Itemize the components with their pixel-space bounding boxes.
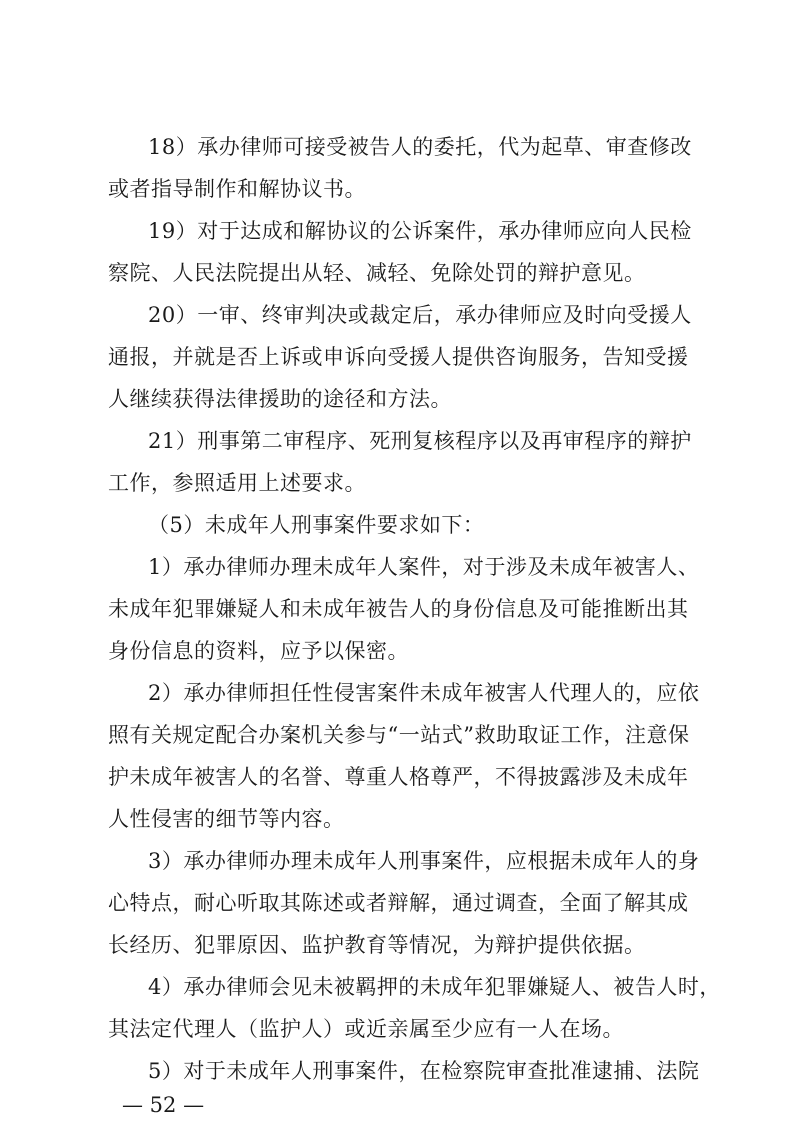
item-5-line-1: 5）对于未成年人刑事案件，在检察院审查批准逮捕、法院 <box>148 1059 700 1083</box>
paragraph-18-line-2: 或者指导制作和解协议书。 <box>108 177 366 201</box>
item-4-line-2: 其法定代理人（监护人）或近亲属至少应有一人在场。 <box>108 1017 624 1041</box>
item-2-line-3: 护未成年被害人的名誉、尊重人格尊严，不得披露涉及未成年 <box>108 765 689 789</box>
paragraph-18-line-1: 18）承办律师可接受被告人的委托，代为起草、审查修改 <box>148 135 692 159</box>
item-1-line-3: 身份信息的资料，应予以保密。 <box>108 639 409 663</box>
page-number: — 52 — <box>122 1093 205 1117</box>
paragraph-20-line-1: 20）一审、终审判决或裁定后，承办律师应及时向受援人 <box>148 303 692 327</box>
paragraph-19-line-2: 察院、人民法院提出从轻、减轻、免除处罚的辩护意见。 <box>108 261 646 285</box>
item-1-line-2: 未成年犯罪嫌疑人和未成年被告人的身份信息及可能推断出其 <box>108 597 689 621</box>
item-3-line-2: 心特点，耐心听取其陈述或者辩解，通过调查，全面了解其成 <box>108 891 689 915</box>
paragraph-20-line-2: 通报，并就是否上诉或申诉向受援人提供咨询服务，告知受援 <box>108 345 689 369</box>
item-3-line-3: 长经历、犯罪原因、监护教育等情况，为辩护提供依据。 <box>108 933 646 957</box>
item-2-line-4: 人性侵害的细节等内容。 <box>108 807 345 831</box>
item-4-line-1: 4）承办律师会见未被羁押的未成年犯罪嫌疑人、被告人时， <box>148 975 721 999</box>
paragraph-21-line-1: 21）刑事第二审程序、死刑复核程序以及再审程序的辩护 <box>148 429 692 453</box>
item-1-line-1: 1）承办律师办理未成年人案件，对于涉及未成年被害人、 <box>148 555 700 579</box>
item-3-line-1: 3）承办律师办理未成年人刑事案件，应根据未成年人的身 <box>148 849 700 873</box>
section-5-heading: （5）未成年人刑事案件要求如下： <box>148 513 485 537</box>
item-2-line-2: 照有关规定配合办案机关参与“一站式”救助取证工作，注意保 <box>108 723 690 747</box>
paragraph-21-line-2: 工作，参照适用上述要求。 <box>108 471 366 495</box>
paragraph-19-line-1: 19）对于达成和解协议的公诉案件，承办律师应向人民检 <box>148 219 692 243</box>
item-2-line-1: 2）承办律师担任性侵害案件未成年被害人代理人的，应依 <box>148 681 700 705</box>
paragraph-20-line-3: 人继续获得法律援助的途径和方法。 <box>108 387 452 411</box>
